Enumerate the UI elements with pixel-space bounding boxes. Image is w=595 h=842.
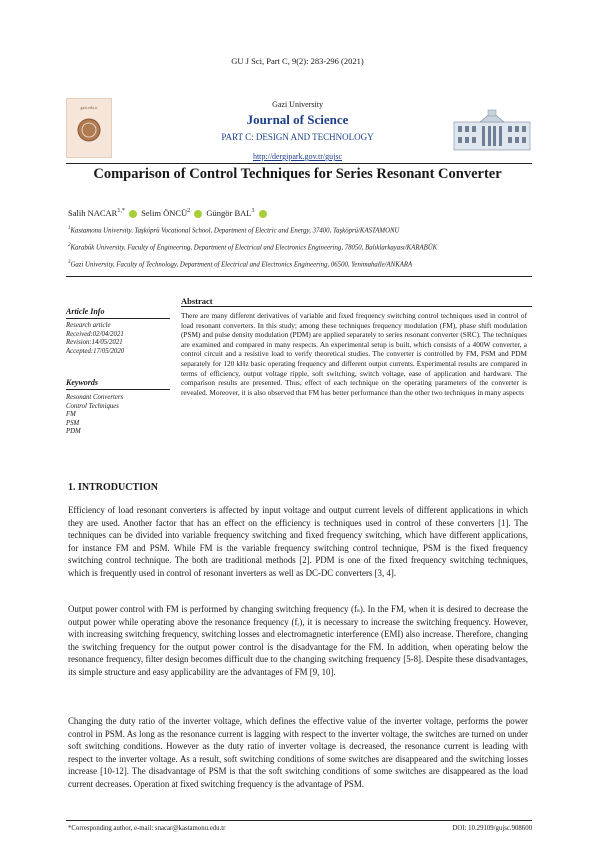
author-name: Selim ÖNCÜ: [141, 208, 188, 218]
header-divider: [66, 163, 532, 164]
abstract-text: There are many different derivatives of variable and fixed frequency switching control techniques used in control of load resonant converters. In this study; among these techniques frequency modulation (FM), phase shift modulation (PSM) and pulse density modulation (PDM) are applied separately to series resonant converter (SRC). The techniques are examined and compared in many respects. An experimental setup is built, which consists of a 400W converter, a control circuit and a resistive load to verify theoretical studies. The converter is controlled by FM, PSM and PDM separately for 120 kHz basic operating frequency and different output currents. Experimental results are compared in terms of efficiency, output voltage ripple, soft switching, switch voltage, ease of application and hardware. The comparison results are presented. Thus, effect of each technique on the operating parameters of the converter is revealed. Moreover, it is also observed that FM has better performance than the other two techniques in many aspects: [181, 311, 527, 397]
keywords-divider: [66, 389, 170, 390]
section-heading: 1. INTRODUCTION: [68, 482, 159, 493]
intro-paragraph-2: Output power control with FM is performed by changing switching frequency (fₛ). In the FM, when it is desired to decrease the output power while operating above the resonance frequency (fᵣ), it is necessary to increase the switching frequency. However, with increasing switching frequency, switching losses and electromagnetic interference (EMI) also increase. Therefore, changing the switching frequency for the output power control is the disadvantage for the FM. In addition, when operating below the resonance frequency, filter design becomes difficult due to the changing switching frequency [5-8]. Despite these disadvantages, its simple structure and easy applicability are the advantages of FM [9, 10].: [68, 604, 528, 677]
affiliation: [68, 243, 437, 251]
keywords-heading: Keywords: [66, 378, 98, 387]
affiliation-text: Karabük University, Faculty of Engineering, Department of Electrical and Electronics Engineering, 78050, Balıklarkayası/KARABÜK: [70, 244, 438, 252]
author-sup: 1,*: [117, 208, 125, 215]
abstract-divider: [181, 306, 532, 307]
affiliation-sup: 2: [68, 243, 71, 248]
orcid-icon[interactable]: [259, 210, 267, 218]
author-name: Güngör BAL: [206, 208, 252, 218]
affiliation-sup: 1: [68, 226, 71, 231]
keyword: PDM: [66, 428, 81, 435]
paper-title: Comparison of Control Techniques for Series Resonant Converter: [93, 166, 502, 182]
journal-citation: GU J Sci, Part C, 9(2): 283-296 (2021): [231, 56, 364, 66]
received-date: Received:02/04/2021: [66, 330, 124, 338]
keyword: FM: [66, 411, 76, 418]
affiliation: [68, 260, 412, 268]
footer-divider: [66, 820, 532, 821]
article-info-heading: Article Info: [66, 307, 105, 316]
keyword: Resonant Converters: [66, 394, 124, 401]
article-info-list: [66, 322, 124, 356]
university-building-illustration: [452, 108, 532, 152]
university-name: Gazi University: [272, 100, 323, 109]
affiliation-text: Gazi University, Faculty of Technology, Department of Electrical and Electronics Engineering, 06500, Yenimahalle/ANKARA: [70, 261, 413, 269]
doi[interactable]: DOI: 10.29109/gujsc.908600: [452, 825, 532, 832]
author-name: Salih NACAR: [68, 208, 118, 218]
orcid-icon[interactable]: [129, 210, 137, 218]
keyword: PSM: [66, 419, 80, 427]
logo-caption: gazi.edu.tr: [80, 105, 98, 110]
intro-paragraph-1: Efficiency of load resonant converters is affected by input voltage and output current levels of different applications in which they are used. Another factor that has an effect on the efficiency is techniques used in control of these converters [1]. The techniques can be divided into variable frequency switching and fixed frequency switching, which have different applications, for instance FM and PSM. While FM is the variable frequency switching control technique, PSM is the fixed frequency switching control technique. The both are traditional methods [2]. PDM is one of the fixed frequency switching techniques, which is frequently used in control of resonant inverters as well as DC-DC converters [3, 4].: [68, 505, 528, 578]
intro-paragraph-3: Changing the duty ratio of the inverter voltage, which defines the effective value of the inverter voltage, performs the power control in PSM. As long as the resonance current is lagging with respect to the inverter voltage, the switches are turned on under soft switching conditions. However as the duty ratio of inverter voltage is decreased, the resonance current is leading with respect to the inverter voltage. As a result, soft switching conditions of some switches are disappeared and the switching losses increase [10-12]. The disadvantage of PSM is that the soft switching conditions of some switches are disappeared as the load current decreases. Operation at fixed switching frequency is the advantage of PSM.: [68, 716, 528, 789]
revision-date: Revision:14/05/2021: [66, 339, 123, 346]
journal-name: Journal of Science: [246, 112, 349, 127]
article-type: Research article: [66, 322, 111, 329]
affiliation-divider: [66, 276, 532, 277]
keyword: Control Techniques: [66, 402, 119, 410]
abstract-heading: Abstract: [181, 296, 213, 306]
author-sup: 2: [187, 208, 191, 215]
author-list: [68, 208, 269, 218]
journal-url-link[interactable]: http://dergipark.gov.tr/gujsc: [252, 152, 343, 161]
article-info-divider: [66, 318, 170, 319]
corresponding-author: *Corresponding author, e-mail: snacar@kastamonu.edu.tr: [68, 825, 226, 832]
affiliation-sup: 3: [68, 260, 71, 265]
orcid-icon[interactable]: [194, 210, 202, 218]
affiliation: [68, 226, 399, 234]
journal-url-line: [0, 152, 595, 161]
affiliation-text: Kastamonu University, Taşköprü Vocational School, Department of Electric and Energy, 37400, Taşköprü/KASTAMONU: [70, 227, 400, 235]
journal-part: PART C: DESIGN AND TECHNOLOGY: [221, 132, 374, 142]
accepted-date: Accepted:17/05/2020: [66, 347, 125, 355]
keywords-list: [66, 394, 123, 437]
author-sup: 3: [251, 208, 255, 215]
